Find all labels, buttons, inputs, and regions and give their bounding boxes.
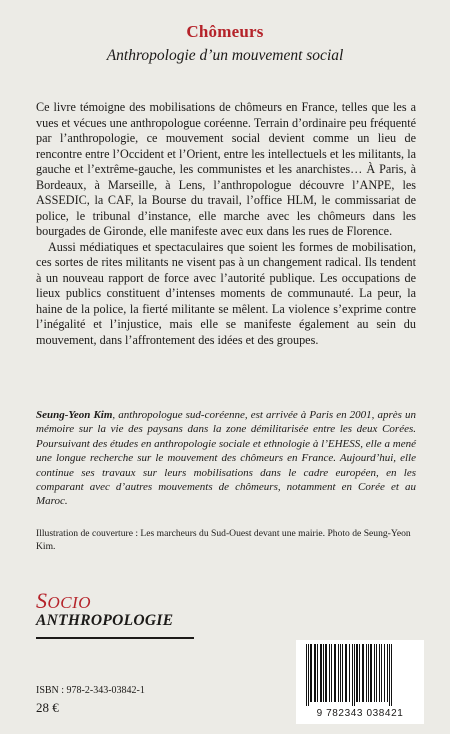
series-name-line2: ANTHROPOLOGIE — [36, 612, 174, 629]
blurb — [36, 100, 416, 348]
barcode-bar — [320, 644, 322, 702]
barcode-bar — [329, 644, 330, 702]
series-initial: S — [36, 588, 48, 613]
barcode-bar — [376, 644, 377, 702]
barcode-bar — [323, 644, 324, 702]
barcode-bar — [387, 644, 388, 702]
book-subtitle: Anthropologie d’un mouvement social — [106, 47, 344, 64]
barcode-bar — [310, 644, 312, 702]
barcode-bar — [362, 644, 364, 702]
series-rest: OCIO — [47, 593, 92, 612]
barcode-bar — [345, 644, 347, 702]
author-bio-text: , anthropologue sud-coréenne, est arrivée à Paris en 2001, après un mémoire sur la vie des paysans dans la zone démilitarisée entre les deux Corées. Poursuivant des études en anthropologie sociale et ethnologie à l’EHESS, elle a mené une longue recherche sur le mouvement des chômeurs en France. Aujourd’hui, elle continue ses travaux sur leurs mobilisations dans le cadre européen, en les comparant avec d’autres mouvements de chômeurs, notamment en Corée et au Maroc. — [36, 409, 416, 508]
series-name-line1 — [36, 588, 236, 614]
barcode-bar — [306, 644, 307, 706]
barcode-bar — [354, 644, 355, 706]
barcode-bar — [391, 644, 392, 706]
barcode-bar — [370, 644, 372, 702]
author-bio — [36, 408, 416, 509]
illustration-credit: Illustration de couverture : Les marcheurs du Sud-Ouest devant une mairie. Photo de Seung-Yeon Kim. — [36, 528, 411, 552]
barcode-bar — [374, 644, 375, 702]
barcode-bar — [381, 644, 382, 702]
blurb-paragraph-2: Aussi médiatiques et spectaculaires que soient les formes de mobilisation, ces sortes de rites militants ne visent pas à un changement radical. Ils tendent à un nouveau rapport de force avec l’autorité publique. Les occupations de lieux publics constituent d’intenses moments de communauté. La peur, la haine de la police, la fierté militante se mêlent. La violence s’exprime contre l’inégalité et l’injustice, mais elle se manifeste également au sein du mouvement, dans l’affrontement des idées et des groupes. — [36, 239, 416, 347]
book-title: Chômeurs — [186, 22, 264, 41]
barcode-number: 9 782343 038421 — [316, 708, 404, 719]
barcode-bar — [366, 644, 367, 702]
price: 28 € — [36, 700, 59, 715]
author-name: Seung-Yeon Kim — [36, 409, 113, 421]
barcode-bar — [317, 644, 318, 702]
barcode-bar — [308, 644, 309, 706]
barcode-bar — [384, 644, 385, 702]
barcode-bar — [338, 644, 339, 702]
barcode — [296, 640, 424, 724]
barcode-bar — [314, 644, 316, 702]
barcode-bar — [368, 644, 369, 702]
blurb-paragraph-1: Ce livre témoigne des mobilisations de chômeurs en France, telles que les a vues et vécues une anthropologue coréenne. Terrain d’ordinaire peu fréquenté par l’anthropologie, ce mouvement social devient comme un lieu de rencontre entre l’Occident et l’Orient, entre les intellectuels et les militants, la gauche et l’extrême-gauche, les communistes et les anarchistes… À Paris, à Bordeaux, à Marseille, à Lens, l’anthropologue découvre l’ANPE, les ASSEDIC, la CAF, la Bourse du travail, l’office HLM, le commissariat de police, le tribunal d’instance, elle marche avec les chômeurs dans les bourgades de Gironde, elle manifeste avec eux dans les rues de Florence. — [36, 100, 416, 238]
barcode-bar — [331, 644, 332, 702]
isbn: ISBN : 978-2-343-03842-1 — [36, 685, 145, 696]
barcode-bar — [349, 644, 350, 702]
barcode-bar — [359, 644, 360, 702]
barcode-bar — [340, 644, 341, 702]
barcode-bar — [342, 644, 343, 702]
barcode-bars — [304, 644, 416, 708]
series-logo — [36, 588, 236, 630]
barcode-bar — [352, 644, 353, 706]
barcode-bar — [356, 644, 358, 702]
barcode-bar — [379, 644, 380, 702]
barcode-bar — [325, 644, 327, 702]
series-underline — [36, 637, 194, 639]
barcode-bar — [334, 644, 336, 702]
barcode-bar — [389, 644, 390, 706]
